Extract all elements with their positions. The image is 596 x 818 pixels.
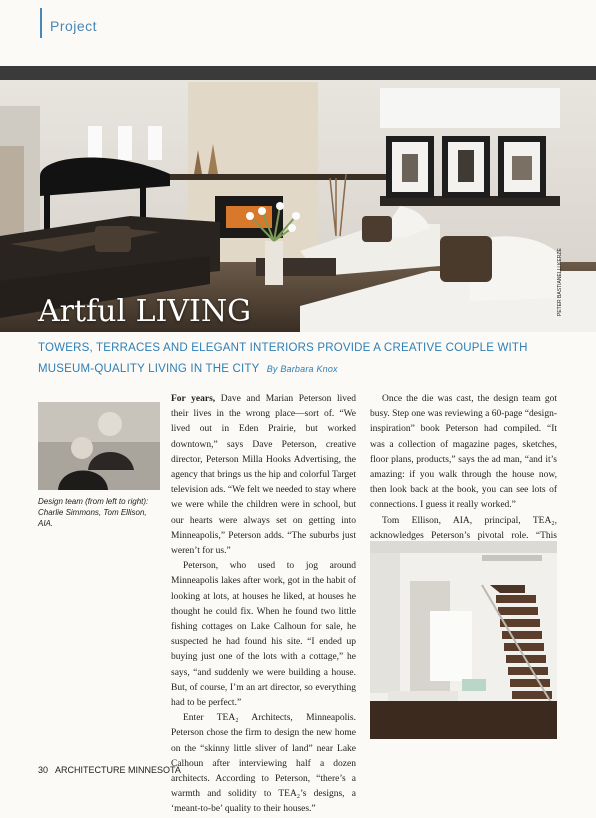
paragraph-5: Tom Ellison, AIA, principal, TEA₂, acknowledges Peterson’s pivotal role. “This <box>370 515 557 541</box>
page-footer <box>38 765 181 775</box>
deck-text: TOWERS, TERRACES AND ELEGANT INTERIORS PROVIDE A CREATIVE COUPLE WITH MUSEUM-QUALITY LIVING IN THE CITY <box>38 342 528 375</box>
hero-photo <box>0 66 596 332</box>
photo-credit: PETER <box>557 299 563 316</box>
paragraph-1 <box>171 392 356 559</box>
publication-name: ARCHITECTURE MINNESOTA <box>55 765 181 775</box>
article-column-2 <box>370 392 557 559</box>
staircase-photo <box>370 541 557 739</box>
article-column-1 <box>171 392 356 818</box>
byline: By Barbara Knox <box>266 364 338 374</box>
paragraph-3: Enter TEA₂ Architects, Minneapolis. Peterson chose the firm to design the new home on the “skinny little sliver of land” near Lake Calhoun after interviewing half a dozen architects. According to Peterson, “there’s a warmth and solidity to TEA₂’s designs, a ‘meant-to-be’ quality to their houses.” <box>171 713 356 815</box>
paragraph-1-text: Dave and Marian Peterson lived their lives in the wrong place—sort of. “We lived out in Eden Prairie, but worked downtown,” says Dave Peterson, creative director, Peterson Milla Hooks Advertising, the agency that brings us the hip and colorful Target television ads. “We felt we needed to stay where we were while the children were in school, but our hearts were always set on getting into Minneapolis,” Peterson adds. “The suburbs just weren’t for us.” <box>171 394 356 557</box>
section-rule <box>40 8 42 38</box>
page-number: 30 <box>38 765 49 775</box>
design-team-illustration <box>38 402 160 490</box>
design-team-photo <box>38 402 160 490</box>
article-title: Artful LIVING <box>38 294 252 329</box>
paragraph-2: Peterson, who used to jog around Minneapolis lakes after work, got in the habit of looking at lots, at houses he liked, at houses he thought he could fix. When he found two little fishing cottages on Lake Calhoun for sale, he suspected he had found his site. “I ended up buying just one of the lots with a cottage,” he says, “and suddenly we were building a house. But, of course, I’m an art director, so everything had to be perfect.” <box>171 561 356 709</box>
article-deck <box>38 338 558 380</box>
lead-in: For years, <box>171 394 216 404</box>
staircase-illustration <box>370 541 557 739</box>
paragraph-4: Once the die was cast, the design team got busy. Step one was reviewing a 60-page “design-inspiration” book Peterson had compiled. “It was a collection of magazine pages, sketches, floor plans, products,” says the ad man, “and it’s amazing: if you walk through the house now, then look back at the book, you can see lots of connections. I guess it really worked.” <box>370 394 557 511</box>
section-label: Project <box>50 18 98 34</box>
living-room-illustration <box>0 66 596 332</box>
photo-caption: Design team (from left to right): Charlie Simmons, Tom Ellison, AIA. <box>38 497 149 528</box>
